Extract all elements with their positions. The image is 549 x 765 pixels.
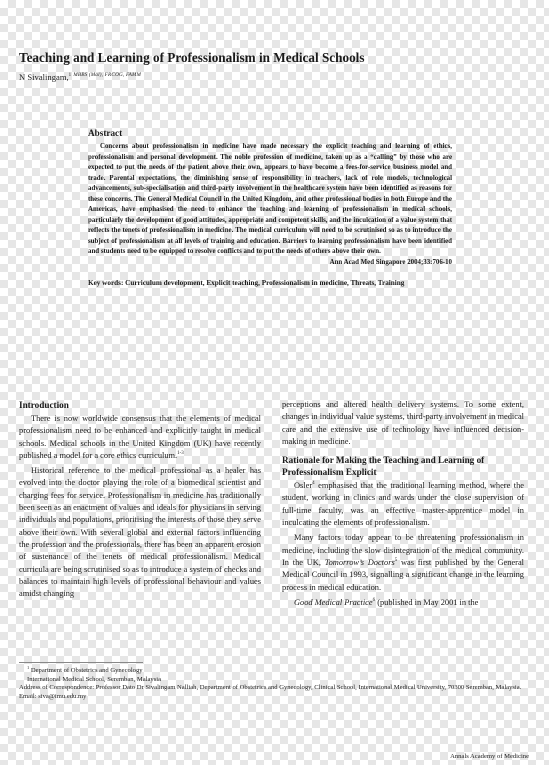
intro-paragraph-1	[19, 413, 261, 462]
footnotes	[19, 664, 527, 701]
osler-text: emphasised that the traditional learning method, where the student, working in clinics and wards under the close supervision of full-time faculty, was an effective master-apprentice model in inculcating the elements of professionalism.	[282, 481, 524, 528]
tomorrows-doctors-title: Tomorrow’s Doctors	[324, 557, 395, 567]
gmp-ref: 6	[372, 598, 376, 604]
osler-name: Osler	[294, 481, 313, 491]
footnote-dept-text: Department of Obstetrics and Gynecology	[30, 667, 143, 674]
footnote-marker: 1	[27, 664, 30, 670]
intro-heading: Introduction	[19, 400, 69, 410]
intro-p1-ref: 1-3	[177, 451, 184, 457]
left-column	[19, 399, 261, 603]
right-column	[282, 399, 524, 612]
author-degrees: MBBS (Mal), FRCOG, FAMM	[73, 72, 142, 79]
footnote-correspondence: Address of Correspondence: Professor Dato Dr Sivalingam Nalliah, Department of Obstetrics and Gynecology, Clinical School, International Medical University, 70300 Seremban, Malaysia.	[19, 684, 522, 692]
gmp-paragraph	[282, 597, 524, 609]
article-title: Teaching and Learning of Professionalism in Medical Schools	[19, 50, 365, 65]
abstract-citation: Ann Acad Med Singapore 2004;33:706-10	[329, 258, 452, 266]
abstract-section	[88, 128, 452, 289]
author-affil-marker: 1	[68, 73, 72, 79]
rationale-heading: Rationale for Making the Teaching and Learning of Professionalism Explicit	[282, 455, 485, 478]
osler-paragraph	[282, 480, 524, 529]
gmp-text: (published in May 2001 in the	[375, 597, 479, 607]
author-name: N Sivalingam,	[19, 72, 69, 82]
osler-ref: 4	[312, 481, 315, 487]
intro-paragraph-2: Historical reference to the medical professional as a healer has evolved into the doctor playing the role of a biomedical scientist and charging fees for service. Professionalism in medicine has traditionally been seen as an enactment of values and ideals for physicians in serving individuals and populations, prioritising the interests of those they serve above their own. With several global and external factors influencing the profession and the professionals, there has been an apparent erosion of sustenance of the tenets of medical professionalism. Medical curricula are being scrutinised so as to introduce a system of checks and balances to maintain high levels of professional behaviour and values amidst changing	[19, 466, 261, 599]
threat-text-1: Many factors today appear to be threatening professionalism in medicine, including the slow disintegration of the medical community. In the UK,	[282, 533, 524, 567]
footnote-school: International Medical School, Seremban, Malaysia	[27, 675, 162, 683]
intro-p1-text: There is now worldwide consensus that the elements of medical professionalism need to be enhanced and explicitly taught in medical schools. Medical schools in the United Kingdom (UK) have recently published a model for a core ethics curriculum.	[19, 414, 261, 460]
keywords-label: Key words:	[88, 279, 124, 287]
footnote-divider	[19, 662, 143, 663]
footnote-email: Email: siva@imu.edu.my	[19, 692, 87, 700]
threat-paragraph	[282, 532, 524, 593]
running-footer: Annals Academy of Medicine	[450, 753, 529, 760]
td-ref: 5	[394, 558, 398, 564]
right-paragraph-1: perceptions and altered health delivery systems. To some extent, changes in individual value systems, third-party involvement in medical care and the extensive use of technology have influenced decision-making in medicine.	[282, 400, 524, 446]
author-line	[19, 72, 141, 82]
abstract-heading: Abstract	[88, 128, 123, 138]
keywords	[88, 278, 452, 289]
footnote-dept	[19, 664, 527, 676]
gmp-title: Good Medical Practice	[294, 597, 373, 607]
abstract-body: Concerns about professionalism in medicine have made necessary the explicit teaching and learning of ethics, professionalism and personal development. The noble profession of medicine, taken up as a “calling” by those who are expected to put the needs of the patient above their own, appears to have become a fees-for-service business model and trade. Parental expectations, the diminishing sense of responsibility in teachers, lack of role models, technological advancements, sub-specialisation and third-party involvement in the healthcare system have been identified as reasons for these concerns. The General Medical Council in the United Kingdom, and other professional bodies in both Europe and the Americas, have emphasised the need to enhance the teaching and learning of professionalism in medical schools, particularly the development of good attitudes, appropriate and competent skills, and the inculcation of a value system that reflects the tenets of professionalism in medicine. The medical curriculum will need to be scrutinised so as to introduce the subject of professionalism at all levels of training and education. Barriers to learning professionalism have been identified and students need to be equipped to resolve conflicts and to put the needs of others above their own.	[88, 143, 452, 255]
keywords-list: Curriculum development, Explicit teaching, Professionalism in medicine, Threats, Training	[125, 279, 405, 287]
threat-text-2: was first published by the General Medical Council in 1993, signalling a significant change in the learning process in medical education.	[282, 557, 524, 592]
